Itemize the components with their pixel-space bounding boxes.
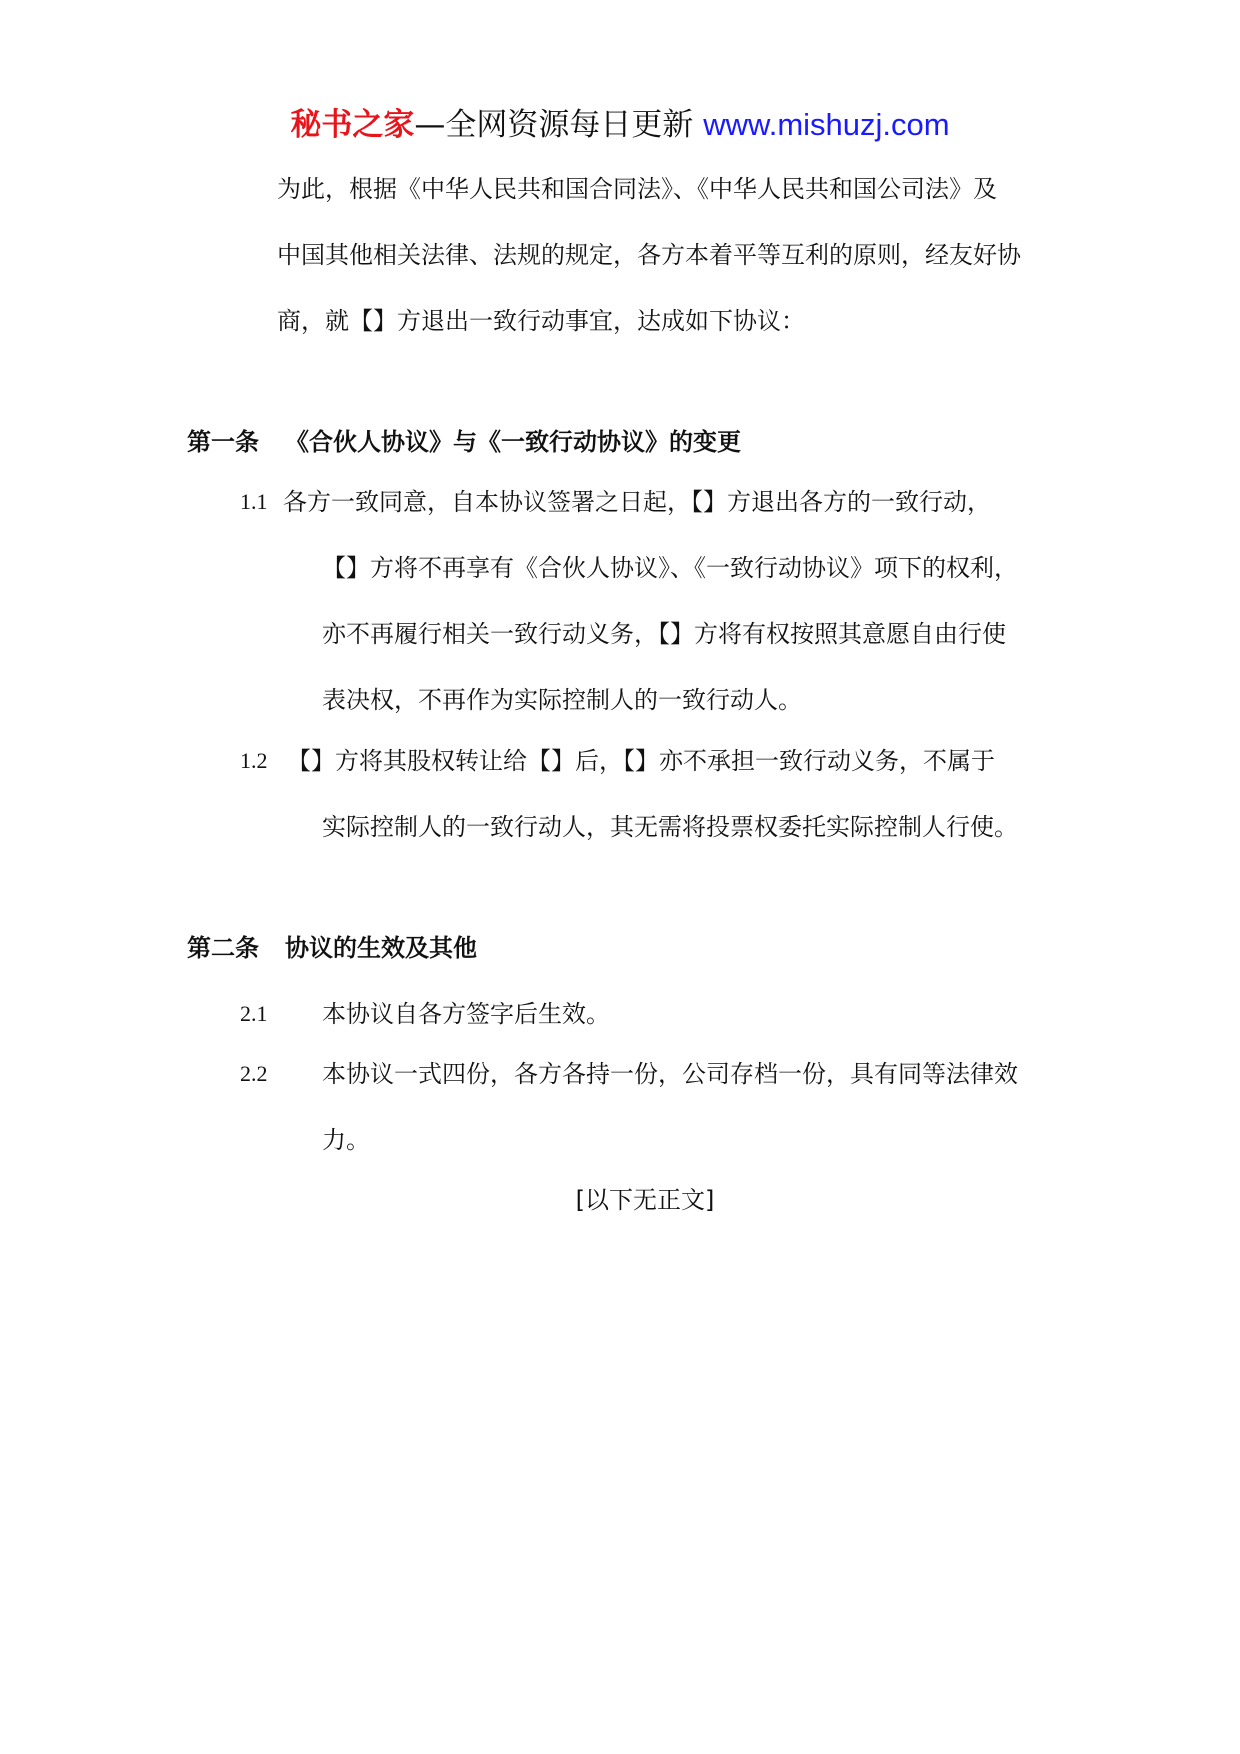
article-label: 第二条 bbox=[187, 934, 259, 962]
article-1-heading bbox=[187, 425, 741, 459]
clause-text-line: 本协议自各方签字后生效。 bbox=[322, 1000, 610, 1028]
clause-number: 2.1 bbox=[240, 1001, 268, 1026]
clause-text-line: 表决权，不再作为实际控制人的一致行动人。 bbox=[322, 686, 802, 714]
clause-text-line: 亦不再履行相关一致行动义务，【】方将有权按照其意愿自由行使 bbox=[322, 620, 1006, 648]
preamble-line: 中国其他相关法律、法规的规定，各方本着平等互利的原则，经友好协 bbox=[277, 241, 1021, 269]
clause-text-line: 【】方将其股权转让给【】后，【】亦不承担一致行动义务，不属于 bbox=[287, 747, 995, 775]
clause-number: 2.2 bbox=[240, 1061, 268, 1086]
clause-number: 1.1 bbox=[240, 489, 268, 514]
preamble-line: 为此，根据《中华人民共和国合同法》、《中华人民共和国公司法》及 bbox=[277, 175, 997, 203]
clause-text-line: 【】方将不再享有《合伙人协议》、《一致行动协议》项下的权利， bbox=[322, 554, 1018, 582]
article-title: 协议的生效及其他 bbox=[285, 934, 477, 962]
brand-name: 秘书之家 bbox=[290, 107, 415, 143]
clause-text-line: 力。 bbox=[322, 1126, 370, 1154]
article-2-heading bbox=[187, 931, 477, 965]
site-url-link[interactable]: www.mishuzj.com bbox=[703, 107, 950, 142]
end-of-text-note: [以下无正文] bbox=[575, 1186, 715, 1214]
preamble-line: 商，就【】方退出一致行动事宜，达成如下协议： bbox=[277, 307, 805, 335]
clause-number: 1.2 bbox=[240, 748, 268, 773]
clause-text-line: 本协议一式四份，各方各持一份，公司存档一份，具有同等法律效 bbox=[322, 1060, 1018, 1088]
clause-text-line: 实际控制人的一致行动人，其无需将投票权委托实际控制人行使。 bbox=[322, 813, 1018, 841]
article-title: 《合伙人协议》与《一致行动协议》的变更 bbox=[285, 428, 741, 456]
header-slogan: —全网资源每日更新 bbox=[414, 107, 704, 143]
clause-text-line: 各方一致同意，自本协议签署之日起，【】方退出各方的一致行动， bbox=[283, 488, 991, 516]
site-header bbox=[0, 100, 1240, 150]
article-label: 第一条 bbox=[187, 428, 259, 456]
